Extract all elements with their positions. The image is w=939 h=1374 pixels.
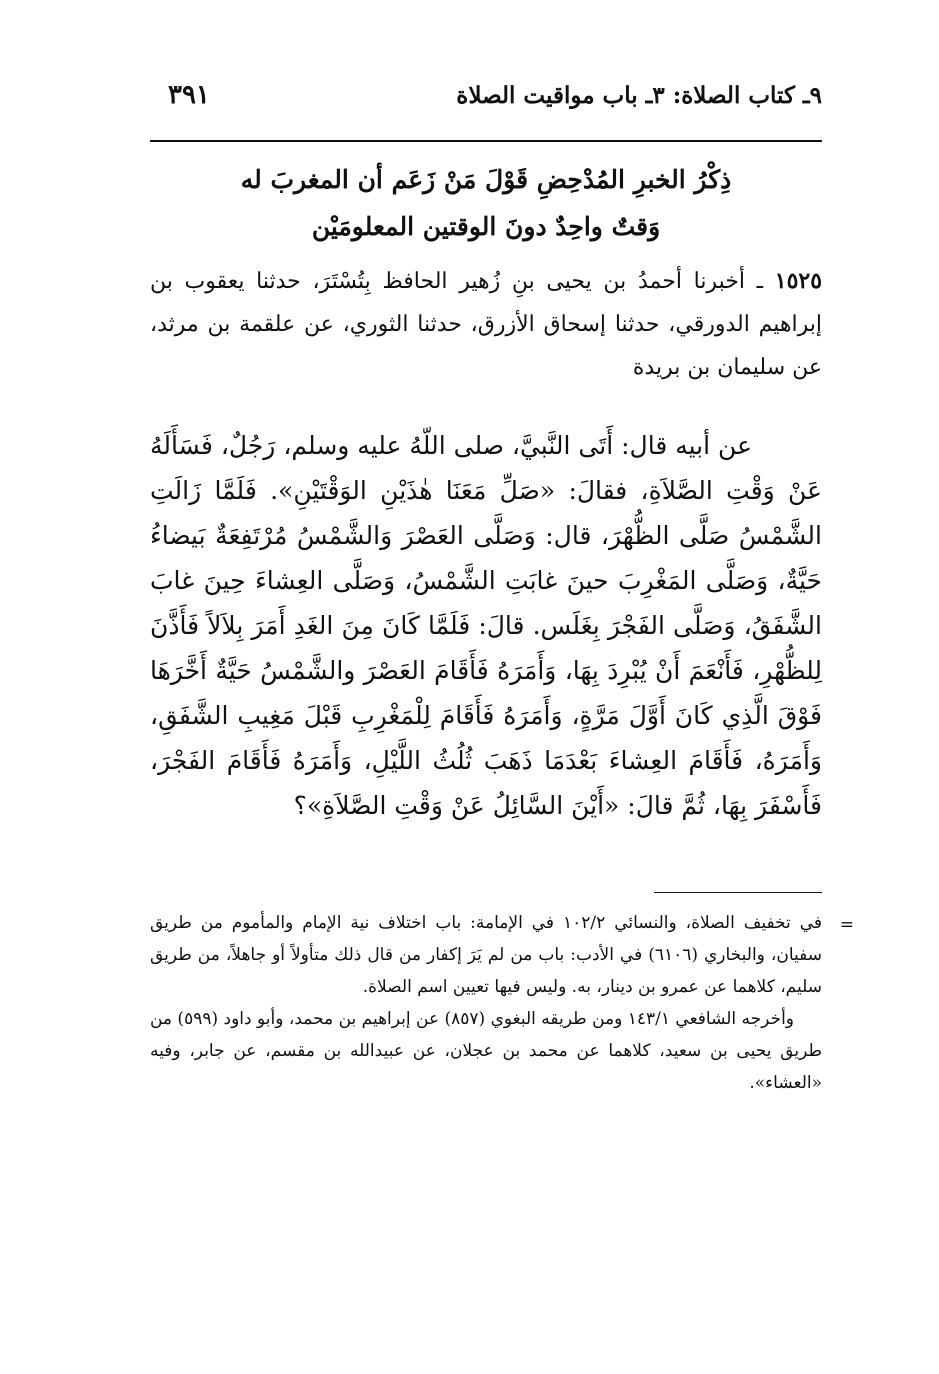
book-page xyxy=(149,80,854,1099)
hadith-matn: عن أبيه قال: أَتَى النَّبيَّ، صلى اللّهُ عليه وسلم، رَجُلٌ، فَسَأَلَهُ عَنْ وَقْتِ الصَّلاَةِ، فقالَ: «صَلِّ مَعَنَا هٰذَيْنِ الوَقْتَيْنِ». فَلَمَّا زَالَتِ الشَّمْسُ صَلَّى الظُّهْرَ، قال: وَصَلَّى العَصْرَ وَالشَّمْسُ مُرْتَفِعَةٌ بَيضاءُ حَيَّةٌ، وَصَلَّى المَغْرِبَ حينَ غابَتِ الشَّمْسُ، وَصَلَّى العِشاءَ حِينَ غابَ الشَّفَقُ، وَصَلَّى الفَجْرَ بِغَلَس. قالَ: فَلَمَّا كَانَ مِنَ الغَدِ أَمَرَ بِلاَلاً فَأَذَّنَ لِلظُّهْرِ، فَأَنْعَمَ أَنْ يُبْرِدَ بِهَا، وَأَمَرَهُ فَأَقَامَ العَصْرَ والشَّمْسُ حَيَّةٌ أَخَّرَهَا فَوْقَ الَّذِي كَانَ أَوَّلَ مَرَّةٍ، وَأَمَرَهُ فَأَقَامَ لِلْمَغْرِبِ قَبْلَ مَغِيبِ الشَّفَقِ، وَأَمَرَهُ، فَأَقَامَ العِشاءَ بَعْدَمَا ذَهَبَ ثُلُثُ اللَّيْلِ، وَأَمَرَهُ فَأَقَامَ الفَجْرَ، فَأَسْفَرَ بِهَا، ثُمَّ قالَ: «أَيْنَ السَّائِلُ عَنْ وَقْتِ الصَّلاَةِ»؟ xyxy=(150,431,822,820)
hadith-isnad xyxy=(150,260,822,389)
footnote-rule xyxy=(654,892,822,893)
footnotes xyxy=(149,907,854,1099)
running-head xyxy=(150,80,822,140)
footnote-paragraph: وأخرجه الشافعي ١٤٣/١ ومن طريقه البغوي (٨٥٧) عن إبراهيم بن محمد، وأبو داود (٥٩٩) من طريق يحيى بن سعيد، كلاهما عن محمد بن عجلان، عن عبيدالله بن مقسم، عن جابر، وفيه «العشاء». xyxy=(149,1009,822,1093)
chapter-heading: ذِكْرُ الخبرِ المُدْحِضِ قَوْلَ مَنْ زَعَم أن المغربَ له وَقتٌ واحِدٌ دونَ الوقتين المعلومَيْن xyxy=(240,165,732,241)
hadith-number: ١٥٢٥ xyxy=(774,268,823,294)
page-number: ٣٩١ xyxy=(168,80,210,110)
footnote-continuation-marker: = xyxy=(839,915,854,935)
header-rule xyxy=(150,140,822,142)
footnote-paragraph: في تخفيف الصلاة، والنسائي ١٠٢/٢ في الإمامة: باب اختلاف نية الإمام والمأموم من طريق سفيان، والبخاري (٦١٠٦) في الأدب: باب من لم يَرَ إكفار من قال ذلك متأولاً أو جاهلاً، من طريق سليم، كلاهما عن عمرو بن دينار، به. وليس فيها تعيين اسم الصلاة. xyxy=(150,913,822,997)
isnad-text: ـ أخبرنا أحمدُ بن يحيى بنِ زُهير الحافظ بِتُسْتَرَ، حدثنا يعقوب بن إبراهيم الدورقي، حدثنا إسحاق الأزرق، حدثنا الثوري، عن علقمة بن مرثد، عن سليمان بن بريدة xyxy=(150,269,822,380)
running-head-title: ٩ـ كتاب الصلاة: ٣ـ باب مواقيت الصلاة xyxy=(456,82,822,109)
